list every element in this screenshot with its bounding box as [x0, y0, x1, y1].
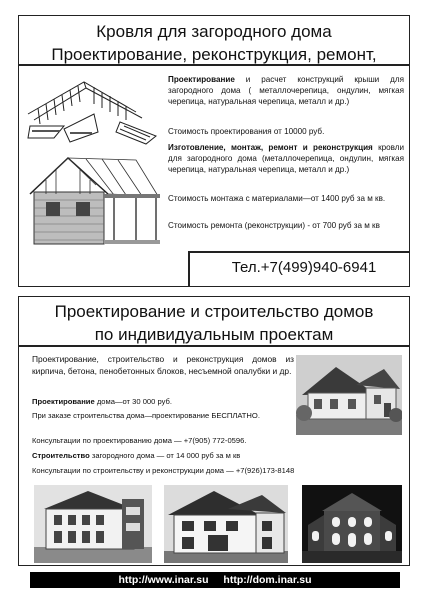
build-consult-phone: Консультации по строительству и реконструкции дома — +7(926)173-8148 [32, 466, 295, 475]
timber-frame-illustration [26, 150, 166, 250]
build-lead: Строительство [32, 451, 90, 460]
roof-design-text: и расчет конструкций крыши для загородного дома ( металлочерепица, ондулин, мягкая черепица, натуральная черепица, металл и др.) [168, 75, 404, 107]
top-title-line1: Кровля для загородного дома [96, 22, 332, 41]
phone-box-left [188, 251, 190, 287]
free-design-note: При заказе строительства дома—проектирование БЕСПЛАТНО. [32, 411, 260, 420]
house-design-lead: Проектирование [32, 397, 95, 406]
roof-mfg-text: кровли для загородного дома (металлочерепица, ондулин, мягкая черепица, натуральная черепица, металл и др.) [168, 143, 405, 175]
build-price-text: загородного дома — от 14 000 руб за м кв [89, 451, 241, 460]
house-design-price-text: дома—от 30 000 руб. [94, 397, 172, 406]
top-title [18, 20, 410, 66]
roof-mfg-paragraph [168, 142, 404, 176]
footer-link-dom-inar[interactable]: http://dom.inar.su [223, 574, 312, 586]
house-design-price [32, 397, 302, 407]
house-photo-main [296, 355, 402, 435]
roof-install-cost: Стоимость монтажа с материалами—от 1400 руб за м кв. [168, 194, 386, 203]
top-title-line2: Проектирование, реконструкция, ремонт, [51, 45, 377, 64]
roof-repair-cost: Стоимость ремонта (реконструкции) - от 700 руб за м кв [168, 221, 380, 230]
phone-box-top [188, 251, 410, 253]
roof-design-cost: Стоимость проектирования от 10000 руб. [168, 127, 325, 136]
roof-design-paragraph [168, 74, 404, 108]
roof-truss-illustration [24, 74, 166, 146]
construction-intro: Проектирование, строительство и реконструкция домов из кирпича, бетона, пенобетонных блоков, несъемной опалубки и др. [32, 354, 294, 376]
bottom-title-line1: Проектирование и строительство домов [54, 302, 374, 321]
title-underline [18, 64, 410, 66]
house-photo-1 [34, 485, 152, 563]
footer-bar [30, 572, 400, 588]
bottom-title-line2: по индивидуальным проектам [94, 325, 334, 344]
house-photo-2 [164, 485, 288, 563]
bottom-title [20, 300, 408, 346]
phone-number: Тел.+7(499)940-6941 [231, 259, 377, 276]
build-price [32, 451, 332, 461]
footer-link-inar[interactable]: http://www.inar.su [118, 574, 209, 586]
house-photo-3 [302, 485, 402, 563]
design-consult-phone: Консультации по проектированию дома — +7(905) 772-0596. [32, 436, 247, 445]
bottom-title-underline [18, 345, 410, 347]
roof-design-lead: Проектирование [168, 75, 235, 84]
roof-mfg-lead: Изготовление, монтаж, ремонт и реконструкция [168, 143, 373, 152]
